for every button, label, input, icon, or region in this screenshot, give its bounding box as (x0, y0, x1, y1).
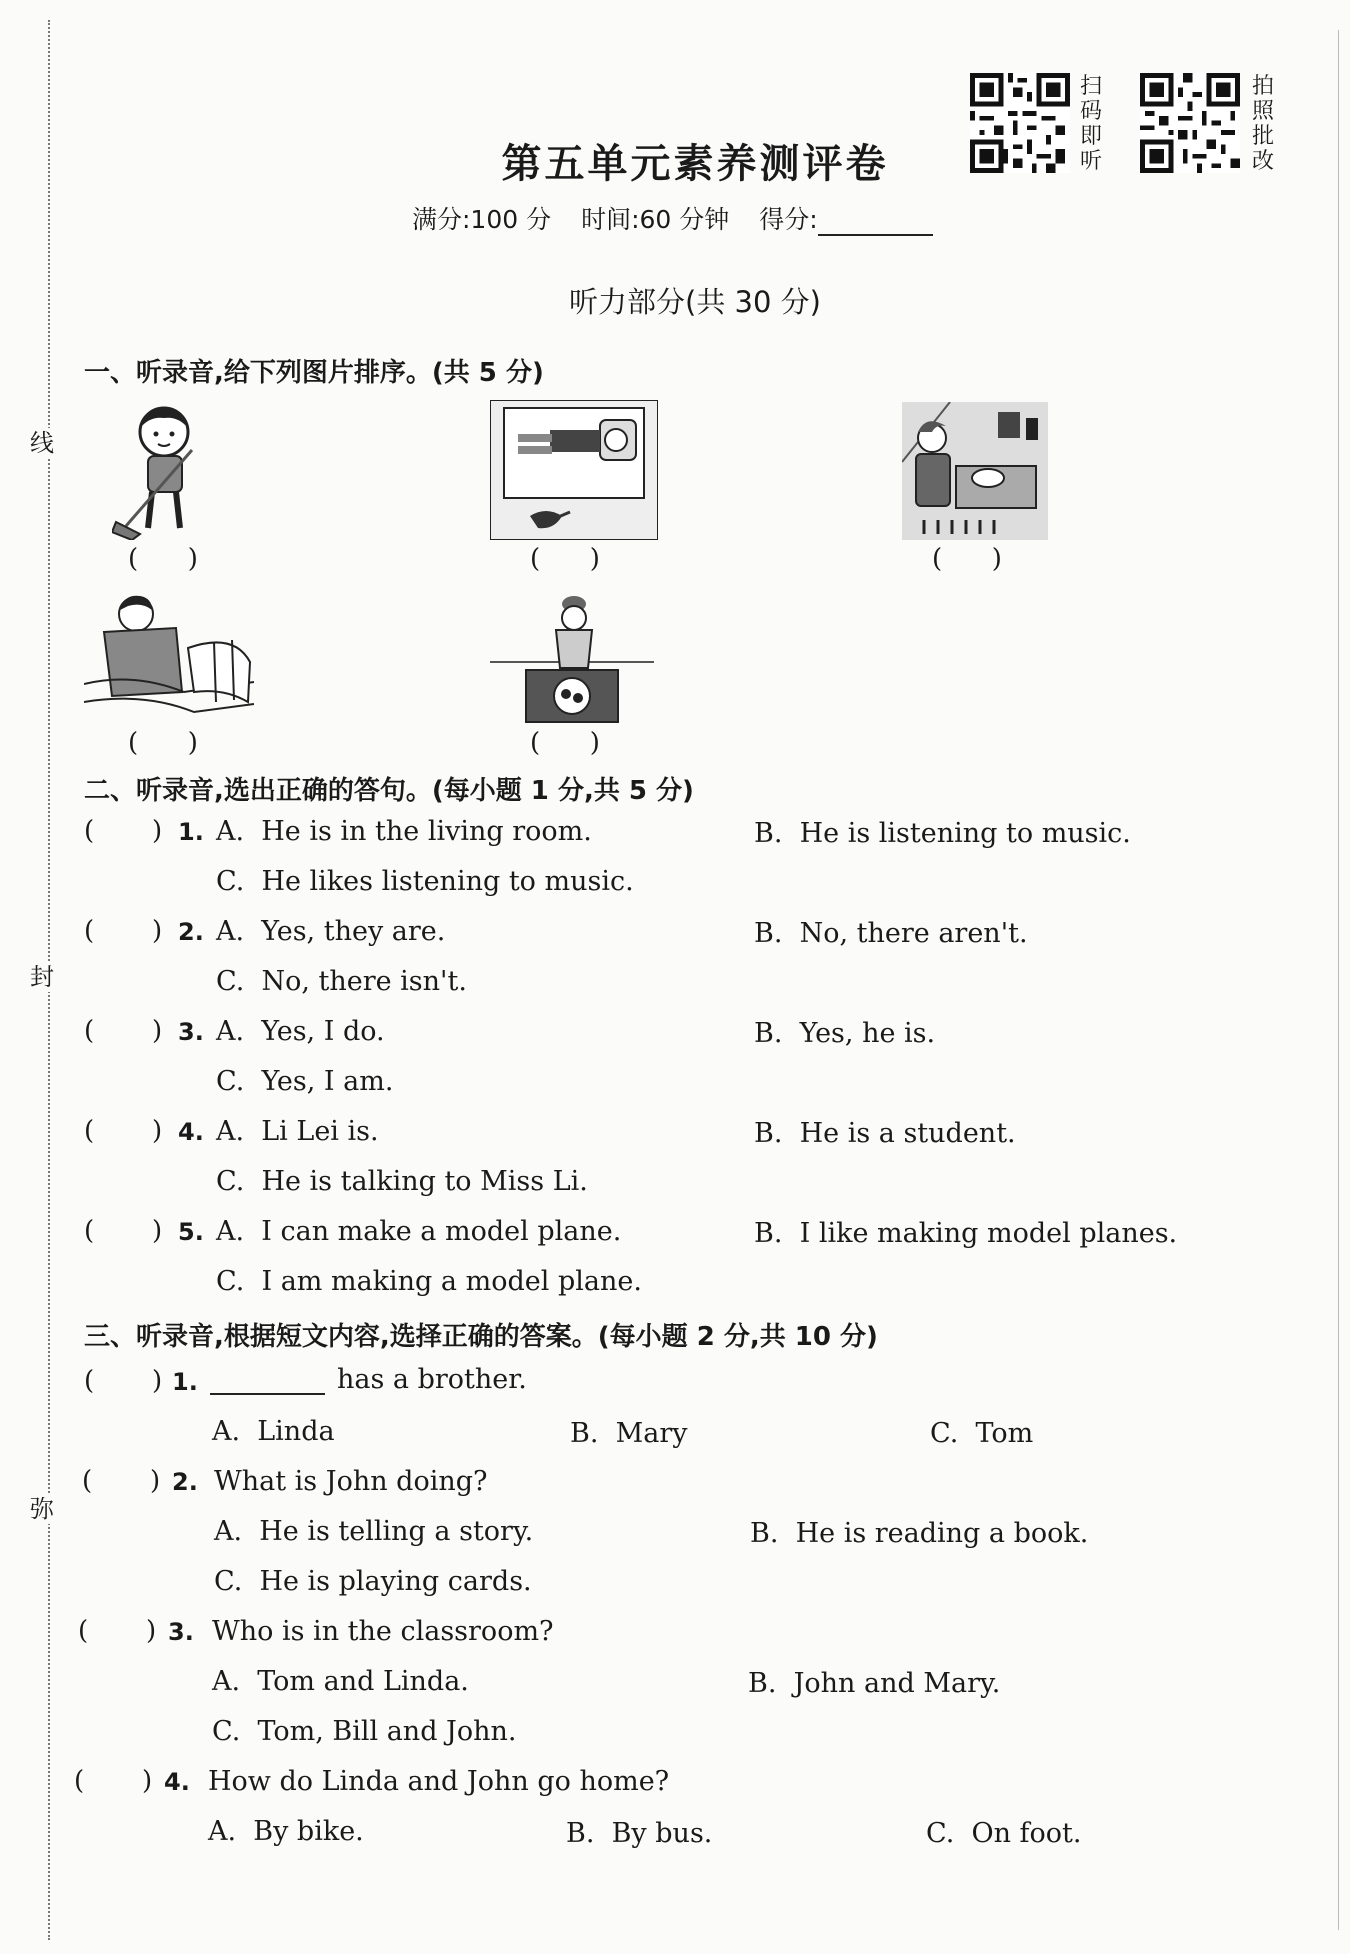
answer-paren[interactable]: ( ) (84, 1366, 163, 1396)
qr-label-char: 照 (1251, 99, 1274, 124)
picture-answer-blank[interactable]: ( ) (530, 728, 600, 758)
question-stem: What is John doing? (214, 1466, 488, 1497)
option-b: B. John and Mary. (748, 1668, 1001, 1699)
qr-label-char: 码 (1079, 99, 1102, 124)
option-a: A. Yes, they are. (216, 916, 446, 947)
question-stem: How do Linda and John go home? (208, 1766, 670, 1797)
qr-label-char: 听 (1079, 149, 1102, 174)
answer-paren[interactable]: ( ) (74, 1766, 153, 1796)
boy-making-bed-icon (84, 592, 254, 724)
option-b: B. He is listening to music. (754, 818, 1131, 849)
option-a: A. He is in the living room. (216, 816, 592, 847)
qr-label-char: 改 (1251, 149, 1274, 174)
section3-heading: 三、听录音,根据短文内容,选择正确的答案。(每小题 2 分,共 10 分) (84, 1322, 878, 1352)
option-a: A. By bike. (208, 1816, 364, 1847)
option-b: B. No, there aren't. (754, 918, 1028, 949)
option-c: C. On foot. (926, 1818, 1082, 1849)
fill-in-blank[interactable] (210, 1369, 325, 1395)
binding-mark-line: 线 (30, 429, 54, 457)
stem-text: has a brother. (337, 1364, 527, 1395)
option-c: C. Tom (930, 1418, 1034, 1449)
binding-mark-seal: 封 (30, 963, 54, 991)
picture-answer-blank[interactable]: ( ) (128, 728, 198, 758)
score-blank[interactable] (818, 212, 933, 236)
answer-paren[interactable]: ( ) (84, 1216, 163, 1246)
option-c: C. No, there isn't. (216, 966, 467, 997)
score-label: 得分: (759, 205, 818, 234)
girl-washing-dishes-icon (902, 402, 1048, 540)
binding-mark-close: 弥 (30, 1495, 54, 1523)
girl-cooking-eggs-icon (490, 590, 654, 724)
time-limit: 时间:60 分钟 (581, 205, 730, 234)
question-number: 5. (178, 1218, 204, 1246)
qr-label-char: 扫 (1079, 74, 1102, 99)
question-stem (210, 1364, 527, 1395)
question-number: 4. (164, 1768, 190, 1796)
question-number: 2. (178, 918, 204, 946)
question-number: 1. (178, 818, 204, 846)
answer-paren[interactable]: ( ) (82, 1466, 161, 1496)
option-b: B. Mary (570, 1418, 688, 1449)
section2-heading: 二、听录音,选出正确的答句。(每小题 1 分,共 5 分) (84, 776, 694, 806)
answer-paren[interactable]: ( ) (78, 1616, 157, 1646)
option-a: A. Yes, I do. (216, 1016, 385, 1047)
question-number: 2. (172, 1468, 198, 1496)
question-number: 1. (172, 1368, 198, 1396)
question-number: 3. (178, 1018, 204, 1046)
option-c: C. He is playing cards. (214, 1566, 532, 1597)
picture-answer-blank[interactable]: ( ) (128, 544, 198, 574)
question-stem: Who is in the classroom? (212, 1616, 554, 1647)
page-title: 第五单元素养测评卷 (501, 140, 889, 187)
answer-paren[interactable]: ( ) (84, 916, 163, 946)
option-a: A. Tom and Linda. (212, 1666, 469, 1697)
exam-meta (412, 200, 963, 236)
option-b: B. By bus. (566, 1818, 713, 1849)
full-score: 满分:100 分 (412, 205, 552, 234)
qr-label-char: 拍 (1251, 74, 1274, 99)
qr-label-char: 批 (1251, 124, 1274, 149)
option-c: C. Yes, I am. (216, 1066, 394, 1097)
boy-sweeping-floor-icon (112, 402, 212, 540)
option-b: B. He is reading a book. (750, 1518, 1089, 1549)
option-a: A. Li Lei is. (216, 1116, 379, 1147)
section1-heading: 一、听录音,给下列图片排序。(共 5 分) (84, 358, 544, 388)
option-c: C. He is talking to Miss Li. (216, 1166, 588, 1197)
option-b: B. He is a student. (754, 1118, 1016, 1149)
question-number: 3. (168, 1618, 194, 1646)
answer-paren[interactable]: ( ) (84, 1116, 163, 1146)
boy-sleeping-in-bed-icon (490, 400, 658, 540)
part-title: 听力部分(共 30 分) (569, 285, 821, 319)
option-c: C. Tom, Bill and John. (212, 1716, 517, 1747)
option-b: B. Yes, he is. (754, 1018, 936, 1049)
question-number: 4. (178, 1118, 204, 1146)
picture-answer-blank[interactable]: ( ) (530, 544, 600, 574)
option-b: B. I like making model planes. (754, 1218, 1178, 1249)
option-a: A. He is telling a story. (214, 1516, 534, 1547)
answer-paren[interactable]: ( ) (84, 816, 163, 846)
option-c: C. He likes listening to music. (216, 866, 634, 897)
option-c: C. I am making a model plane. (216, 1266, 642, 1297)
option-a: A. Linda (212, 1416, 335, 1447)
answer-paren[interactable]: ( ) (84, 1016, 163, 1046)
option-a: A. I can make a model plane. (216, 1216, 622, 1247)
picture-answer-blank[interactable]: ( ) (932, 544, 1002, 574)
qr-label-char: 即 (1079, 124, 1102, 149)
